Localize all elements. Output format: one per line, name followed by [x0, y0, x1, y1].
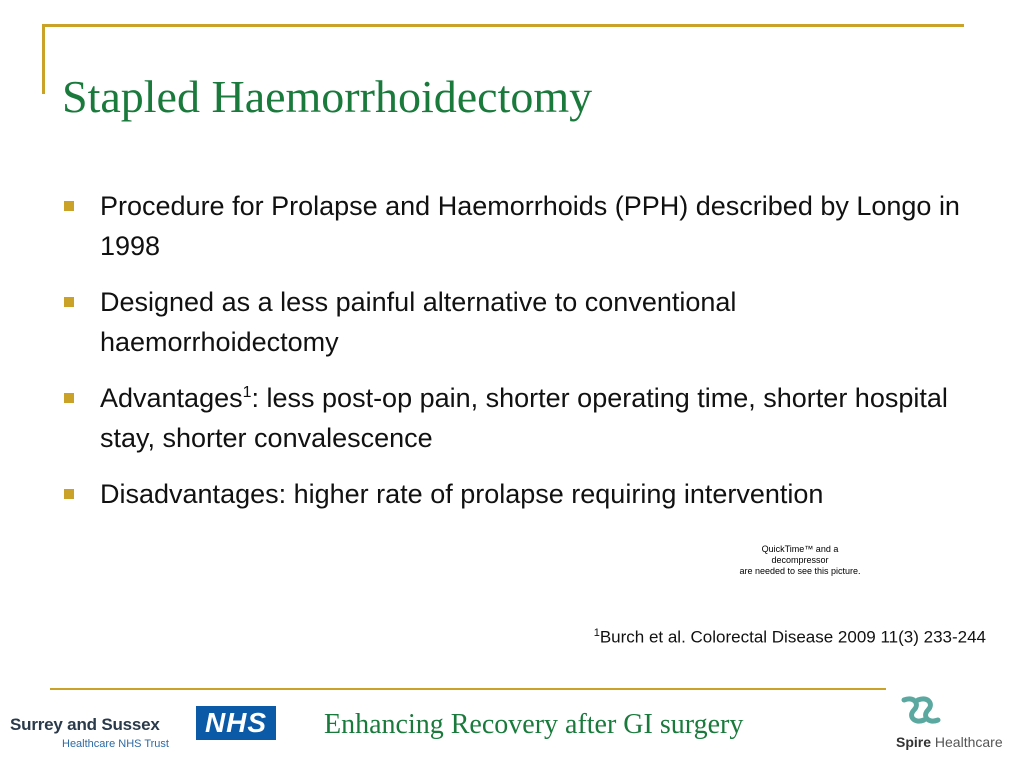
spire-mark-icon — [898, 694, 942, 734]
square-bullet-icon — [64, 297, 74, 307]
slide-title: Stapled Haemorrhoidectomy — [62, 71, 593, 122]
footnote-marker: 1 — [242, 384, 252, 401]
citation — [594, 627, 986, 648]
frame-top-line — [44, 24, 964, 27]
surrey-sussex-logo — [10, 700, 200, 756]
bullet-item — [64, 282, 964, 362]
square-bullet-icon — [64, 201, 74, 211]
footer-divider — [50, 688, 886, 690]
frame-left-line — [42, 24, 45, 94]
bullet-text: : less post-op pain, shorter operating time, shorter hospital stay, shorter convalescence — [100, 383, 948, 453]
bullet-item — [64, 378, 964, 458]
placeholder-line: decompressor — [771, 555, 829, 565]
spire-brand: Spire — [896, 734, 932, 750]
placeholder-line: are needed to see this picture. — [739, 566, 861, 576]
square-bullet-icon — [64, 393, 74, 403]
square-bullet-icon — [64, 489, 74, 499]
footer-tagline: Enhancing Recovery after GI surgery — [324, 709, 744, 740]
bullet-text: Advantages — [100, 383, 243, 413]
bullet-text: Procedure for Prolapse and Haemorrhoids (PPH) described by Longo in 1998 — [100, 191, 960, 261]
logo-org-name: Surrey and Sussex — [10, 715, 160, 734]
bullet-item — [64, 186, 964, 266]
spire-name — [896, 734, 1003, 750]
bullet-text: Disadvantages: higher rate of prolapse requiring intervention — [100, 479, 824, 509]
placeholder-line: QuickTime™ and a — [761, 544, 839, 554]
spire-healthcare-logo — [890, 690, 1020, 760]
nhs-logo: NHS — [196, 706, 276, 740]
logo-trust-name: Healthcare NHS Trust — [62, 738, 169, 750]
bullet-text: Designed as a less painful alternative to conventional haemorrhoidectomy — [100, 287, 737, 357]
spire-rest: Healthcare — [934, 734, 1003, 750]
citation-marker: 1 — [593, 627, 600, 639]
bullet-item — [64, 474, 964, 514]
missing-image-placeholder — [700, 544, 900, 577]
citation-text: Burch et al. Colorectal Disease 2009 11(3) 233-244 — [599, 627, 986, 647]
bullet-list — [64, 186, 964, 530]
